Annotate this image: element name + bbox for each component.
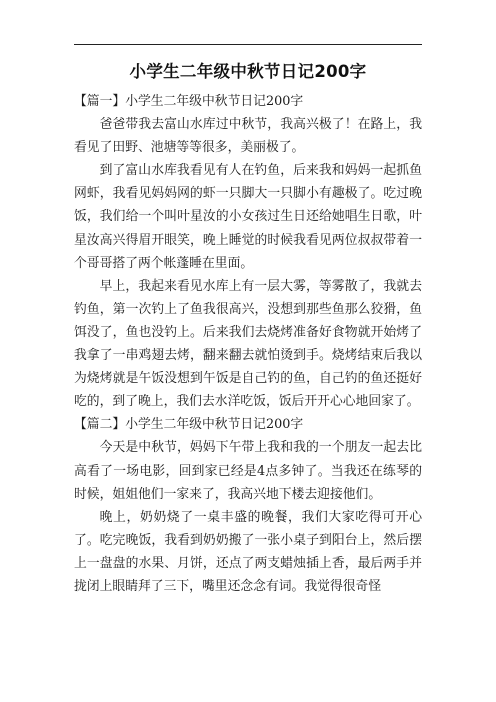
section-heading-2: 【篇二】小学生二年级中秋节日记200字: [74, 417, 304, 433]
paragraph-1-3: 早上，我起来看见水库上有一层大雾，等雾散了，我就去钓鱼，第一次钓上了鱼我很高兴，没想到那些鱼那么狡猾，鱼饵没了，鱼也没钓上。后来我们去烧烤准备好食物就开始烤了我拿了一串鸡翅去烤，翻来翻去就怕烫到手。烧烤结束后我以为烧烤就是午饭没想到午饭是自己钓的鱼，自己钓的鱼还挺好吃的，到了晚上，我们去水洋吃饭，饭后开开心心地回家了。: [74, 278, 422, 410]
article-body: [74, 90, 422, 598]
paragraph-1-2: 到了富山水库我看见有人在钓鱼，后来我和妈妈一起抓鱼网虾，我看见妈妈网的虾一只脚大一只脚小有趣极了。吃过晚饭，我们给一个叫叶星汝的小女孩过生日还给她唱生日歌，叶星汝高兴得眉开眼笑，晚上睡觉的时候我看见两位叔叔带着一个哥哥搭了两个帐蓬睡在里面。: [74, 163, 422, 271]
page-title: 小学生二年级中秋节日记200字: [129, 62, 367, 81]
paragraph-2-1: 今天是中秋节，妈妈下午带上我和我的一个朋友一起去比高看了一场电影，回到家已经是4点多钟了。当我还在练琴的时候，姐姐他们一家来了，我高兴地下楼去迎接他们。: [74, 440, 422, 502]
paragraph-1-1: 爸爸带我去富山水库过中秋节，我高兴极了！在路上，我看见了田野、池塘等等很多，美丽极了。: [74, 117, 422, 156]
header-rule: [74, 44, 422, 45]
section-heading-1: 【篇一】小学生二年级中秋节日记200字: [74, 94, 304, 109]
paragraph-2-2: 晚上，奶奶烧了一桌丰盛的晚餐，我们大家吃得可开心了。吃完晚饭，我看到奶奶搬了一张小桌子到阳台上，然后摆上一盘盘的水果、月饼，还点了两支蜡烛插上香，最后两手并拢闭上眼睛拜了三下，嘴里还念念有词。我觉得很奇怪: [74, 509, 422, 594]
